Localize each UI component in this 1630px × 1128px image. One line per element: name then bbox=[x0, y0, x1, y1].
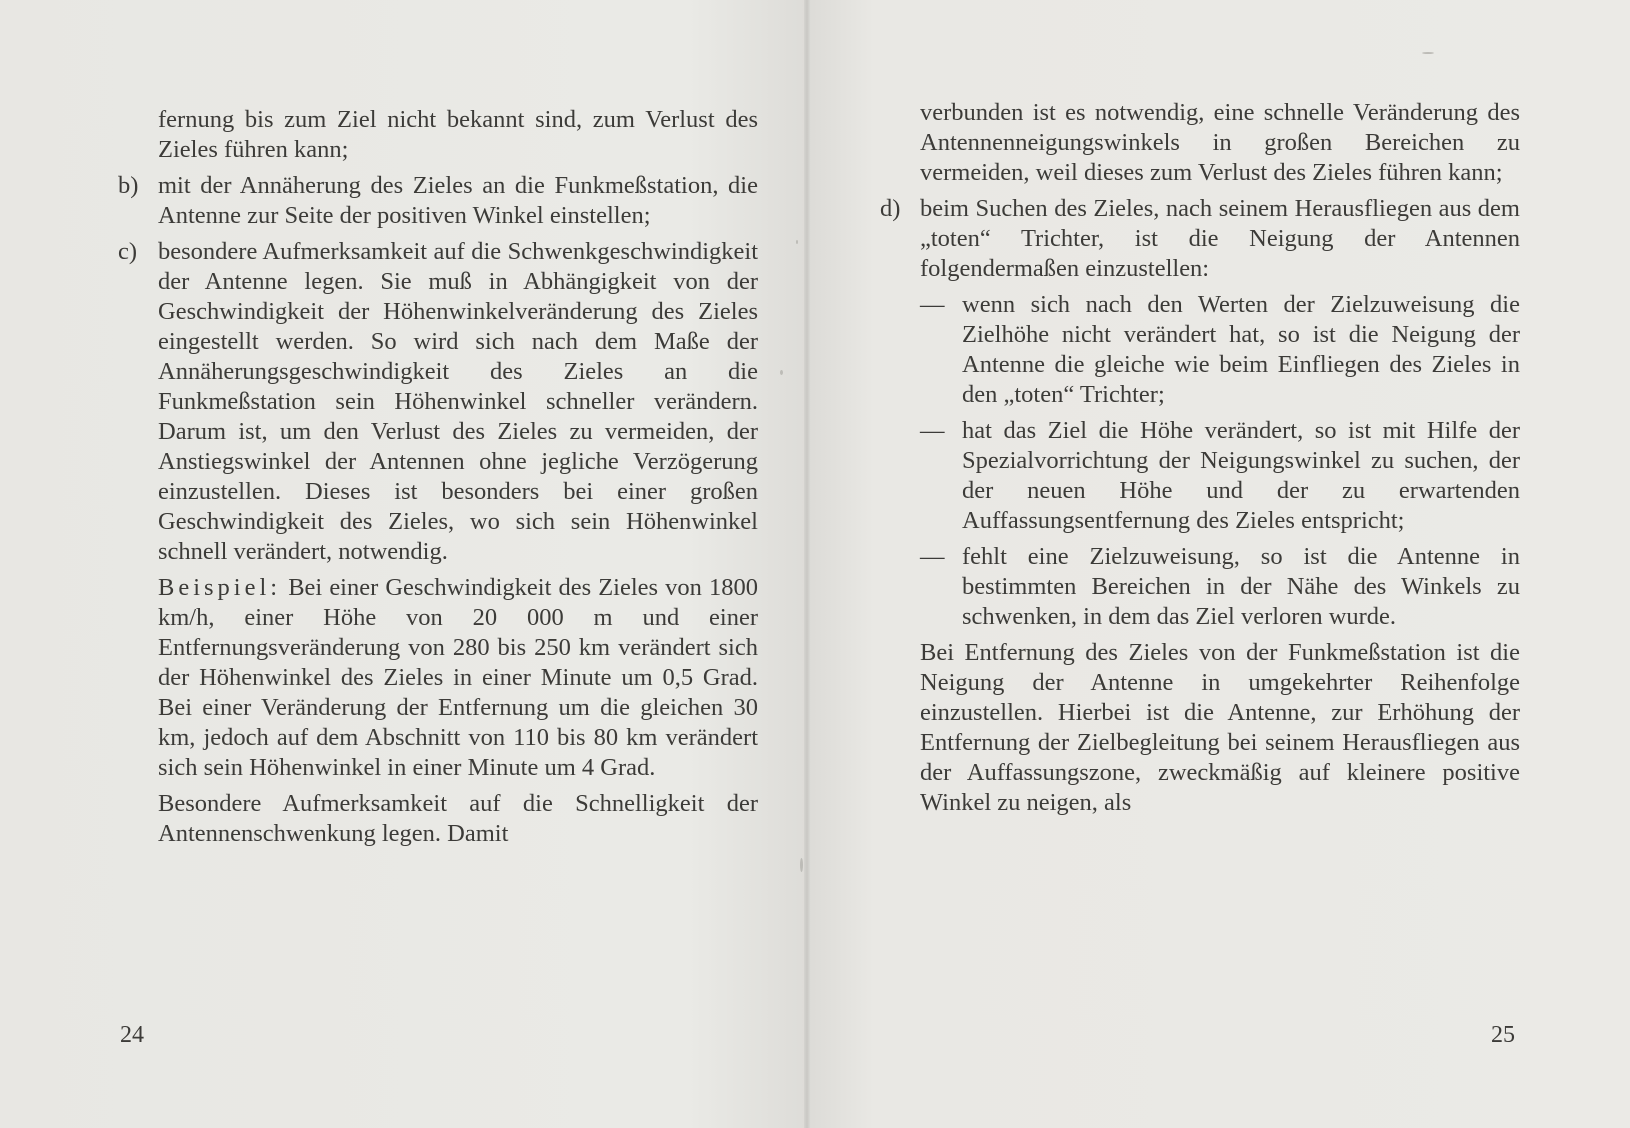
left-closing-paragraph: Besondere Aufmerksamkeit auf die Schnelligkeit der Antennenschwenkung legen. Damit bbox=[158, 790, 758, 847]
right-intro-paragraph: verbunden ist es notwendig, eine schnelle Veränderung des Antennenneigungswinkels in großen Bereichen zu vermeiden, weil dieses zum Verlust des Zieles führen kann; bbox=[920, 99, 1520, 186]
dash-mark: — bbox=[920, 543, 945, 570]
left-intro-paragraph: fernung bis zum Ziel nicht bekannt sind, zum Verlust des Zieles führen kann; bbox=[158, 106, 758, 163]
dash-item-1 bbox=[920, 290, 1520, 410]
example-text: Bei einer Geschwindigkeit des Zieles von 1800 km/h, einer Höhe von 20 000 m und einer Entfernungsveränderung von 280 bis 250 km verändert sich der Höhenwinkel des Zieles in einer Minute um 0,5 Grad. Bei einer Veränderung der Entfernung um die gleichen 30 km, jedoch auf dem Abschnitt von 110 bis 80 km verändert sich sein Höhenwinkel in einer Minute um 4 Grad. bbox=[158, 574, 759, 781]
dash-item-2 bbox=[920, 416, 1520, 536]
dash-item-3 bbox=[920, 542, 1520, 632]
list-text-d: beim Suchen des Zieles, nach seinem Herausfliegen aus dem „toten“ Trichter, ist die Neigung der Antennen folgendermaßen einzustellen: bbox=[920, 195, 1520, 282]
page-number-right: 25 bbox=[1491, 1022, 1515, 1048]
paper-speck bbox=[780, 370, 783, 375]
dash-mark: — bbox=[920, 417, 945, 444]
list-label-d: d) bbox=[880, 195, 901, 222]
book-gutter bbox=[804, 0, 810, 1128]
example-label: Beispiel: bbox=[158, 574, 282, 601]
left-page-text bbox=[118, 105, 759, 855]
paper-speck bbox=[796, 240, 798, 244]
right-page-text bbox=[880, 98, 1520, 824]
paper-speck bbox=[1422, 52, 1434, 54]
dash-text-3: fehlt eine Zielzuweisung, so ist die Antenne in bestimmten Bereichen in der Nähe des Winkels zu schwenken, in dem das Ziel verloren wurde. bbox=[962, 543, 1520, 630]
list-text-b: mit der Annäherung des Zieles an die Funkmeßstation, die Antenne zur Seite der positiven Winkel einstellen; bbox=[158, 172, 758, 229]
dash-text-1: wenn sich nach den Werten der Zielzuweisung die Zielhöhe nicht verändert hat, so ist die Neigung der Antenne die gleiche wie beim Einfliegen des Zieles in den „toten“ Trichter; bbox=[962, 291, 1520, 408]
list-label-c: c) bbox=[118, 238, 138, 265]
list-item-c bbox=[118, 237, 758, 567]
right-closing-paragraph: Bei Entfernung des Zieles von der Funkmeßstation ist die Neigung der Antenne in umgekehrter Reihenfolge einzustellen. Hierbei ist die Antenne, zur Erhöhung der Entfernung der Zielbegleitung bei seinem Herausfliegen aus der Auffassungszone, zweckmäßig auf kleinere positive Winkel zu neigen, als bbox=[920, 639, 1520, 816]
list-item-d bbox=[880, 194, 1520, 284]
dash-text-2: hat das Ziel die Höhe verändert, so ist mit Hilfe der Spezialvorrichtung der Neigungswinkel zu suchen, der der neuen Höhe und der zu erwartenden Auffassungsentfernung des Zieles entspricht; bbox=[962, 417, 1520, 534]
dash-mark: — bbox=[920, 291, 945, 318]
list-item-b bbox=[118, 171, 758, 231]
list-text-c: besondere Aufmerksamkeit auf die Schwenkgeschwindigkeit der Antenne legen. Sie muß in Abhängigkeit von der Geschwindigkeit der Höhenwinkelveränderung des Zieles eingestellt werden. So wird sich nach dem Maße der Annäherungsgeschwindigkeit des Zieles an die Funkmeßstation sein Höhenwinkel schneller verändern. Darum ist, um den Verlust des Zieles zu vermeiden, der Anstiegswinkel der Antennen ohne jegliche Verzögerung einzustellen. Dieses ist besonders bei einer großen Geschwindigkeit des Zieles, wo sich sein Höhenwinkel schnell verändert, notwendig. bbox=[158, 238, 758, 565]
paper-speck bbox=[800, 858, 803, 872]
list-label-b: b) bbox=[118, 172, 139, 199]
page-number-left: 24 bbox=[120, 1022, 144, 1048]
example-paragraph bbox=[158, 573, 758, 783]
